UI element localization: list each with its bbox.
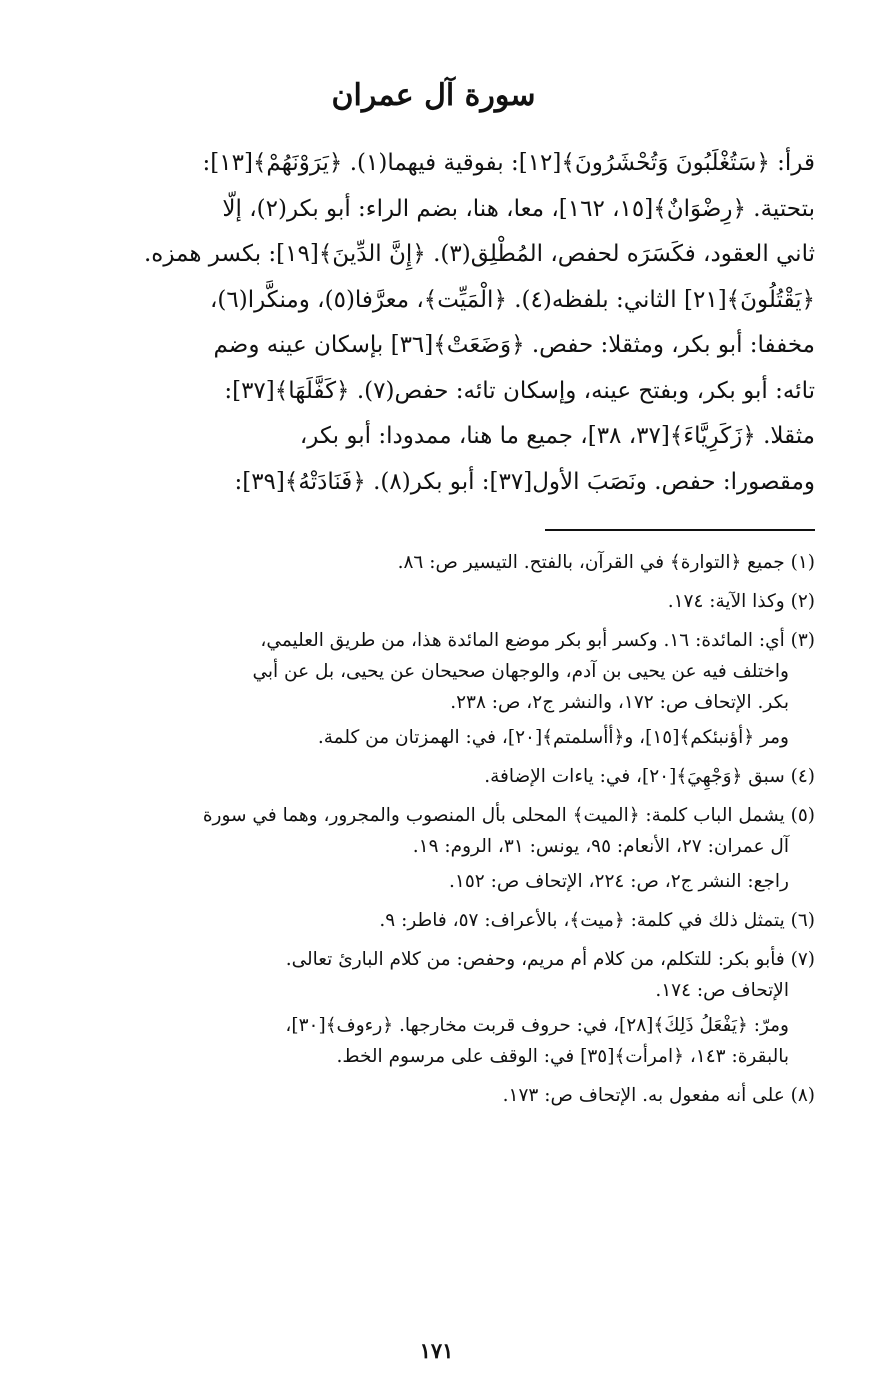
footnote-4 <box>52 761 815 792</box>
footnote-3 <box>52 625 815 753</box>
footnote-line: (٦) يتمثل ذلك في كلمة: ﴿ميت﴾، بالأعراف: ٥٧، فاطر: ٩. <box>379 910 815 931</box>
text-line: ثاني العقود، فكَسَرَه لحفص، المُطْلِق(٣). ﴿إِنَّ الدِّينَ﴾[١٩]: بكسر همزه. <box>144 241 815 267</box>
text-line: مخففا: أبو بكر، ومثقلا: حفص. ﴿وَضَعَتْ﴾[٣٦] بإسكان عينه وضم <box>213 332 815 358</box>
footnote-line: (٥) يشمل الباب كلمة: ﴿الميت﴾ المحلى بأل المنصوب والمجرور، وهما في سورة <box>202 805 815 826</box>
text-line: تائه: أبو بكر، وبفتح عينه، وإسكان تائه: حفص(٧). ﴿كَفَّلَهَا﴾[٣٧]: <box>224 377 815 404</box>
footnote-7 <box>52 944 815 1072</box>
footnote-line: الإتحاف ص: ١٧٤. <box>655 980 789 1001</box>
footnote-line: (٤) سبق ﴿وَجْهِيَ﴾[٢٠]، في: ياءات الإضافة. <box>484 766 815 787</box>
footnote-line: بكر. الإتحاف ص: ١٧٢، والنشر ج٢، ص: ٢٣٨. <box>450 692 789 713</box>
footnote-6 <box>52 905 815 936</box>
footnote-line: آل عمران: ٢٧، الأنعام: ٩٥، يونس: ٣١، الروم: ١٩. <box>412 836 789 857</box>
footnote-sub-line: ومر ﴿أؤنبئكم﴾[١٥]، و﴿أأسلمتم﴾[٢٠]، في: الهمزتان من كلمة. <box>317 727 789 748</box>
text-line: قرأ: ﴿سَتُغْلَبُونَ وَتُحْشَرُونَ﴾[١٢]: بفوقية فيهما(١). ﴿يَرَوْنَهُمْ﴾[١٣]: <box>202 150 815 176</box>
footnote-line: (٣) أي: المائدة: ١٦. وكسر أبو بكر موضع المائدة هذا، من طريق العليمي، <box>260 630 815 651</box>
page-number: ١٧١ <box>419 1338 454 1363</box>
footnote-line: (١) جميع ﴿التوارة﴾ في القرآن، بالفتح. التيسير ص: ٨٦. <box>397 552 815 573</box>
text-line: مثقلا. ﴿زَكَرِيَّاءَ﴾[٣٧، ٣٨]، جميع ما هنا، ممدودا: أبو بكر، <box>299 423 815 449</box>
footnote-separator <box>545 529 815 531</box>
text-line: ﴿يَقْتُلُونَ﴾[٢١] الثاني: بلفظه(٤). ﴿الْمَيِّت﴾، معرَّفا(٥)، ومنكَّرا(٦)، <box>209 286 815 313</box>
footnote-sub-line: راجع: النشر ج٢، ص: ٢٢٤، الإتحاف ص: ١٥٢. <box>449 871 789 892</box>
text-line: بتحتية. ﴿رِضْوَانٌ﴾[١٥، ١٦٢]، معا، هنا، بضم الراء: أبو بكر(٢)، إلّا <box>222 195 815 222</box>
footnote-line: واختلف فيه عن يحيى بن آدم، والوجهان صحيحان عن يحيى، بل عن أبي <box>252 661 789 682</box>
main-text-block <box>52 141 815 505</box>
footnote-line: (٢) وكذا الآية: ١٧٤. <box>667 591 815 612</box>
page-title: سورة آل عمران <box>331 78 536 113</box>
footnote-5 <box>52 800 815 897</box>
footnote-sub-line: ومرّ: ﴿يَفْعَلُ ذَلِكَ﴾[٢٨]، في: حروف قربت مخارجها. ﴿رءوف﴾[٣٠]، <box>285 1015 789 1036</box>
footnote-separator-wrap <box>52 505 815 547</box>
footnotes-section <box>52 547 815 1111</box>
footnote-1 <box>52 547 815 578</box>
footnote-line: (٨) على أنه مفعول به. الإتحاف ص: ١٧٣. <box>502 1085 815 1106</box>
footnote-8 <box>52 1080 815 1111</box>
footnote-line: (٧) فأبو بكر: للتكلم، من كلام أم مريم، وحفص: من كلام البارئ تعالى. <box>285 949 815 970</box>
footnote-2 <box>52 586 815 617</box>
footnote-sub-line: بالبقرة: ١٤٣، ﴿امرأت﴾[٣٥] في: الوقف على مرسوم الخط. <box>336 1046 789 1067</box>
text-line: ومقصورا: حفص. ونَصَبَ الأول[٣٧]: أبو بكر(٨). ﴿فَنَادَتْهُ﴾[٣٩]: <box>234 468 815 495</box>
